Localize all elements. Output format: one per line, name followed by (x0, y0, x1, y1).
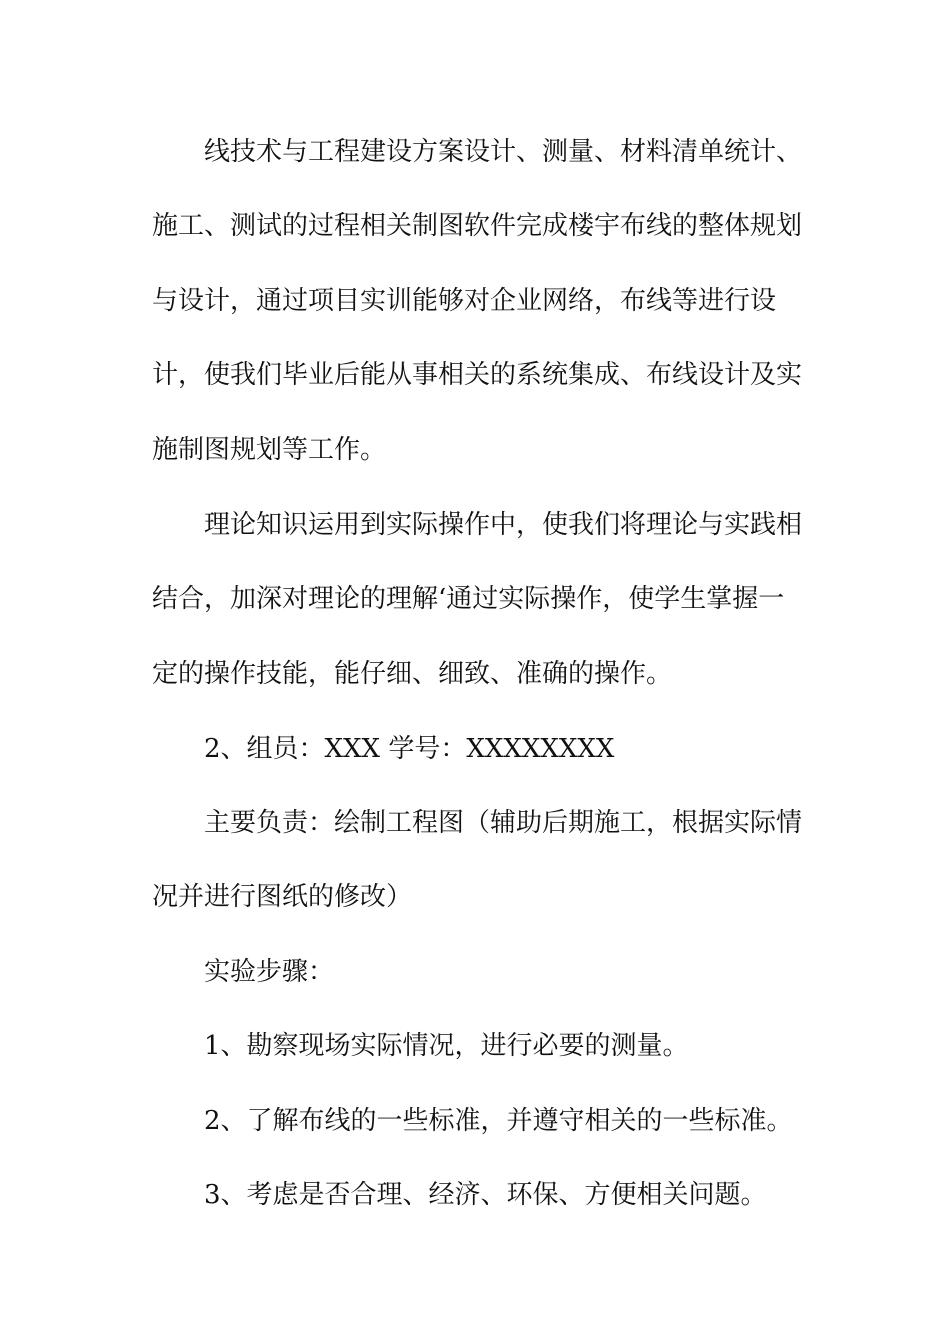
paragraph-1-line-4: 计，使我们毕业后能从事相关的系统集成、布线设计及实 (152, 360, 802, 390)
paragraph-1-line-2: 施工、测试的过程相关制图软件完成楼宇布线的整体规划 (152, 211, 802, 241)
paragraph-2-line-2: 结合，加深对理论的理解‘通过实际操作，使学生掌握一 (152, 584, 785, 614)
member-line: 2、组员：XXX 学号：XXXXXXXX (204, 734, 615, 764)
step-1: 1、勘察现场实际情况，进行必要的测量。 (204, 1031, 689, 1061)
paragraph-1-line-1: 线技术与工程建设方案设计、测量、材料清单统计、 (204, 137, 802, 167)
paragraph-1-line-3: 与设计，通过项目实训能够对企业网络，布线等进行设 (152, 286, 777, 316)
responsibility-line-1: 主要负责：绘制工程图（辅助后期施工，根据实际情 (204, 808, 802, 838)
step-3: 3、考虑是否合理、经济、环保、方便相关问题。 (204, 1180, 767, 1210)
paragraph-1-line-5: 施制图规划等工作。 (152, 435, 387, 465)
paragraph-2-line-3: 定的操作技能，能仔细、细致、准确的操作。 (152, 659, 673, 689)
paragraph-2-line-1: 理论知识运用到实际操作中，使我们将理论与实践相 (204, 510, 802, 540)
responsibility-line-2: 况并进行图纸的修改） (152, 882, 413, 912)
steps-heading: 实验步骤： (204, 957, 335, 987)
step-2: 2、了解布线的一些标准，并遵守相关的一些标准。 (204, 1106, 793, 1136)
